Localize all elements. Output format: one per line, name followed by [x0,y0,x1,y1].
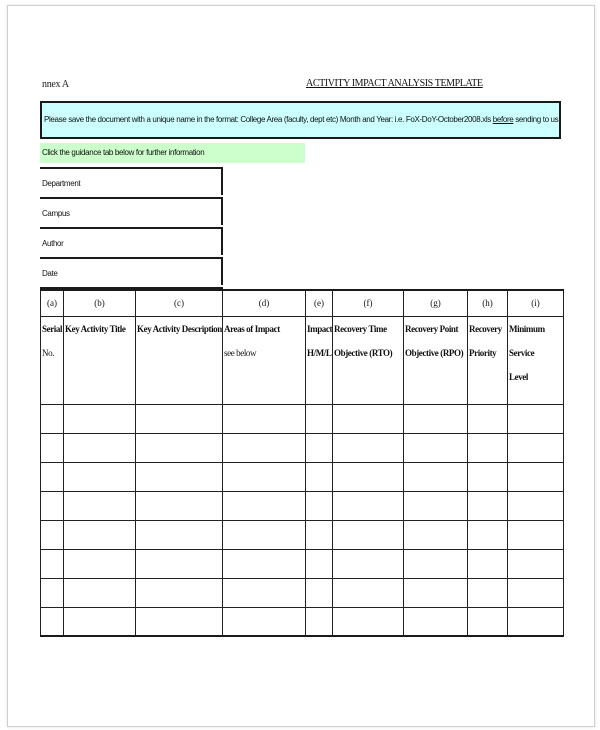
annex-label: nnex A [42,79,69,90]
table-cell[interactable] [468,607,508,636]
table-cell[interactable] [64,404,136,433]
table-cell[interactable] [41,520,64,549]
table-cell[interactable] [508,578,564,607]
header-key-activity-description [136,316,223,404]
table-cell[interactable] [333,404,404,433]
table-cell[interactable] [136,433,223,462]
table-cell[interactable] [41,404,64,433]
header-minimum-service-level [508,316,564,404]
column-letter: (c) [136,290,223,316]
table-cell[interactable] [64,607,136,636]
table-cell[interactable] [223,607,306,636]
table-cell[interactable] [136,404,223,433]
table-cell[interactable] [468,462,508,491]
table-cell[interactable] [333,549,404,578]
table-cell[interactable] [404,549,468,578]
table-cell[interactable] [333,520,404,549]
table-cell[interactable] [223,520,306,549]
header-recovery-point-objective [404,316,468,404]
table-cell[interactable] [306,520,333,549]
campus-field[interactable]: Campus [40,197,223,225]
header-line: Recovery Point [405,323,459,334]
table-row[interactable] [41,549,564,578]
table-cell[interactable] [306,462,333,491]
table-cell[interactable] [404,607,468,636]
table-cell[interactable] [333,607,404,636]
column-letter: (b) [64,290,136,316]
column-letter: (i) [508,290,564,316]
table-cell[interactable] [136,491,223,520]
table-cell[interactable] [223,578,306,607]
column-letter: (h) [468,290,508,316]
table-cell[interactable] [404,520,468,549]
table-cell[interactable] [41,491,64,520]
header-line: Priority [469,347,497,358]
table-cell[interactable] [468,520,508,549]
save-instructions-emphasis: before [492,115,514,124]
table-cell[interactable] [306,433,333,462]
table-cell[interactable] [306,404,333,433]
table-row[interactable] [41,462,564,491]
header-line: H/M/L [307,347,332,358]
column-letter: (f) [333,290,404,316]
table-cell[interactable] [468,491,508,520]
header-line: Serial [42,323,63,334]
table-cell[interactable] [508,520,564,549]
column-letter: (g) [404,290,468,316]
header-line: Key Activity Title [65,323,126,334]
author-field[interactable]: Author [40,227,223,255]
date-field[interactable]: Date [40,257,223,285]
table-cell[interactable] [306,491,333,520]
table-row[interactable] [41,607,564,636]
column-letter: (a) [41,290,64,316]
table-cell[interactable] [468,404,508,433]
header-line: Objective (RPO) [405,347,464,358]
header-line: Recovery Time [334,323,387,334]
table-cell[interactable] [508,462,564,491]
header-line: Objective (RTO) [334,347,393,358]
table-cell[interactable] [333,578,404,607]
table-cell[interactable] [508,404,564,433]
header-line: No. [42,347,55,358]
header-line: Impact [307,323,333,334]
activity-impact-table [40,289,564,637]
table-cell[interactable] [404,433,468,462]
table-cell[interactable] [306,549,333,578]
header-line: see below [224,347,257,358]
template-title: ACTIVITY IMPACT ANALYSIS TEMPLATE [306,78,483,89]
header-impact [306,316,333,404]
header-line: Key Activity Description [137,323,222,334]
table-cell[interactable] [223,404,306,433]
column-letter-row [41,290,564,316]
header-line: Recovery [469,323,502,334]
table-cell[interactable] [333,433,404,462]
table-row[interactable] [41,433,564,462]
save-instructions-tail: sending to us [513,115,559,124]
table-cell[interactable] [508,491,564,520]
table-cell[interactable] [404,462,468,491]
table-cell[interactable] [404,491,468,520]
header-line: Minimum Service [509,323,545,358]
table-row[interactable] [41,491,564,520]
department-field[interactable]: Department [40,167,223,195]
table-row[interactable] [41,404,564,433]
save-instructions-banner [40,101,561,139]
header-recovery-time-objective [333,316,404,404]
table-row[interactable] [41,520,564,549]
table-cell[interactable] [136,607,223,636]
column-letter: (e) [306,290,333,316]
guidance-note: Click the guidance tab below for further information [40,143,305,163]
table-cell[interactable] [41,607,64,636]
table-cell[interactable] [223,549,306,578]
table-cell[interactable] [136,578,223,607]
table-cell[interactable] [64,462,136,491]
save-instructions-text: Please save the document with a unique name in the format: College Area (faculty, dept etc) Month and Year: i.e. FoX-DoY-October2008.xls [44,115,493,124]
header-line: Areas of Impact [224,323,280,334]
header-serial-no [41,316,64,404]
table-cell[interactable] [41,549,64,578]
table-cell[interactable] [468,578,508,607]
header-key-activity-title [64,316,136,404]
table-cell[interactable] [306,607,333,636]
table-cell[interactable] [64,549,136,578]
table-cell[interactable] [64,578,136,607]
table-cell[interactable] [223,491,306,520]
column-header-row [41,316,564,404]
table-cell[interactable] [223,433,306,462]
table-cell[interactable] [508,433,564,462]
table-cell[interactable] [64,520,136,549]
table-cell[interactable] [333,462,404,491]
table-cell[interactable] [136,462,223,491]
table-cell[interactable] [508,549,564,578]
table-cell[interactable] [468,549,508,578]
table-cell[interactable] [306,578,333,607]
table-cell[interactable] [404,578,468,607]
table-cell[interactable] [136,549,223,578]
header-areas-of-impact [223,316,306,404]
table-cell[interactable] [136,520,223,549]
table-cell[interactable] [508,607,564,636]
table-cell[interactable] [41,462,64,491]
table-cell[interactable] [64,491,136,520]
header-line: Level [509,371,528,382]
table-cell[interactable] [468,433,508,462]
table-cell[interactable] [41,578,64,607]
column-letter: (d) [223,290,306,316]
table-cell[interactable] [64,433,136,462]
table-cell[interactable] [223,462,306,491]
table-cell[interactable] [41,433,64,462]
table-row[interactable] [41,578,564,607]
table-cell[interactable] [333,491,404,520]
table-cell[interactable] [404,404,468,433]
header-recovery-priority [468,316,508,404]
